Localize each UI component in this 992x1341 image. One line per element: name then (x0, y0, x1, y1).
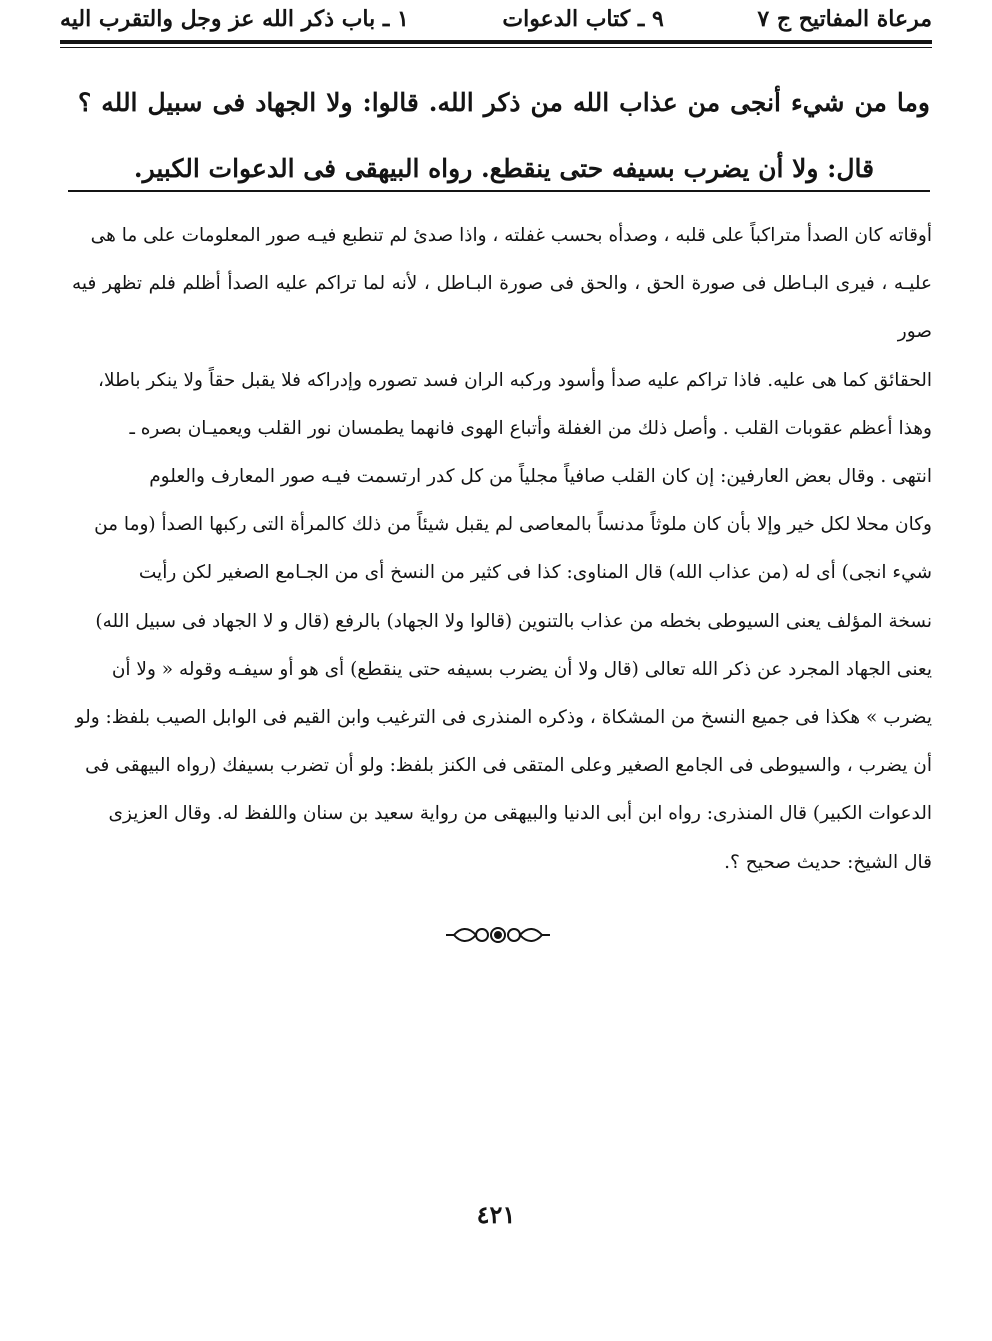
commentary-line: وكان محلا لكل خير وإلا بأن كان ملوثاً مدنساً بالمعاصى لم يقبل شيئاً من ذلك كالمرأة التى ركبها الصدأ (وما من (94, 514, 932, 536)
commentary-line: الحقائق كما هى عليه. فاذا تراكم عليه صدأ وأسود وركبه الران فسد تصوره وإدراكه فلا يقبل حقاً ولا ينكر باطلا، (98, 369, 932, 391)
header-book-title: مرعاة المفاتيح ج ٧ (757, 6, 932, 32)
header-section: ١ ـ باب ذكر الله عز وجل والتقرب اليه (60, 6, 409, 32)
commentary-line: انتهى . وقال بعض العارفين: إن كان القلب صافياً مجلياً من كل كدر ارتسمت فيـه صور المعارف والعلوم (149, 466, 932, 488)
commentary-line: أوقاته كان الصدأ متراكباً على قلبه ، وصدأه بحسب غفلته ، واذا صدئ لم تنطبع فيـه صور المعلومات على ما هى (90, 225, 932, 246)
header-rule-thin (60, 47, 932, 48)
commentary-line: شيء انجى) أى له (من عذاب الله) قال المناوى: كذا فى كثير من النسخ أى من الجـامع الصغير لكن رأيت (138, 562, 932, 584)
commentary-line: يعنى الجهاد المجرد عن ذكر الله تعالى (قال ولا أن يضرب بسيفه حتى ينقطع) أى هو أو سيفـه وقوله « ولا أن (111, 658, 932, 680)
commentary-line: أن يضرب ، والسيوطى فى الجامع الصغير وعلى المتقى فى الكنز بلفظ: ولو أن تضرب بسيفك (رواه البيهقى فى (85, 755, 932, 777)
hadith-text: وما من شيء أنجى من عذاب الله من ذكر الله. قالوا: ولا الجهاد فى سبيل الله ؟ قال: ولا أن يضرب بسيفه حتى ينقطع. رواه البيهقى فى الدعوات الكبير. (78, 88, 930, 183)
end-ornament-icon (446, 920, 550, 950)
header-chapter: ٩ ـ كتاب الدعوات (502, 6, 664, 32)
running-header (60, 2, 932, 36)
text-divider-rule (68, 190, 930, 192)
commentary-line: نسخة المؤلف يعنى السيوطى بخطه من عذاب بالتنوين (قالوا ولا الجهاد) بالرفع (قال و لا الجهاد فى سبيل الله) (95, 610, 932, 632)
commentary-line: عليـه ، فيرى البـاطل فى صورة الحق ، والحق فى صورة البـاطل ، لأنه لما تراكم عليه الصدأ أظلم فلم تظهر فيه صور (72, 273, 932, 343)
commentary-line: الدعوات الكبير) قال المنذرى: رواه ابن أبى الدنيا والبيهقى من رواية سعيد بن سنان واللفظ له. وقال العزيزى (108, 803, 932, 825)
commentary-block (72, 212, 932, 887)
header-rule-thick (60, 40, 932, 44)
commentary-line: وهذا أعظم عقوبات القلب . وأصل ذلك من الغفلة وأتباع الهوى فانهما يطمسان نور القلب ويعميـان بصره ـ (129, 417, 932, 439)
page-number: ٤٢١ (476, 1200, 516, 1229)
commentary-line: قال الشيخ: حديث صحيح ؟. (724, 851, 932, 873)
commentary-line: يضرب » هكذا فى جميع النسخ من المشكاة ، وذكره المنذرى فى الترغيب وابن القيم فى الوابل الصيب بلفظ: ولو (75, 707, 932, 729)
